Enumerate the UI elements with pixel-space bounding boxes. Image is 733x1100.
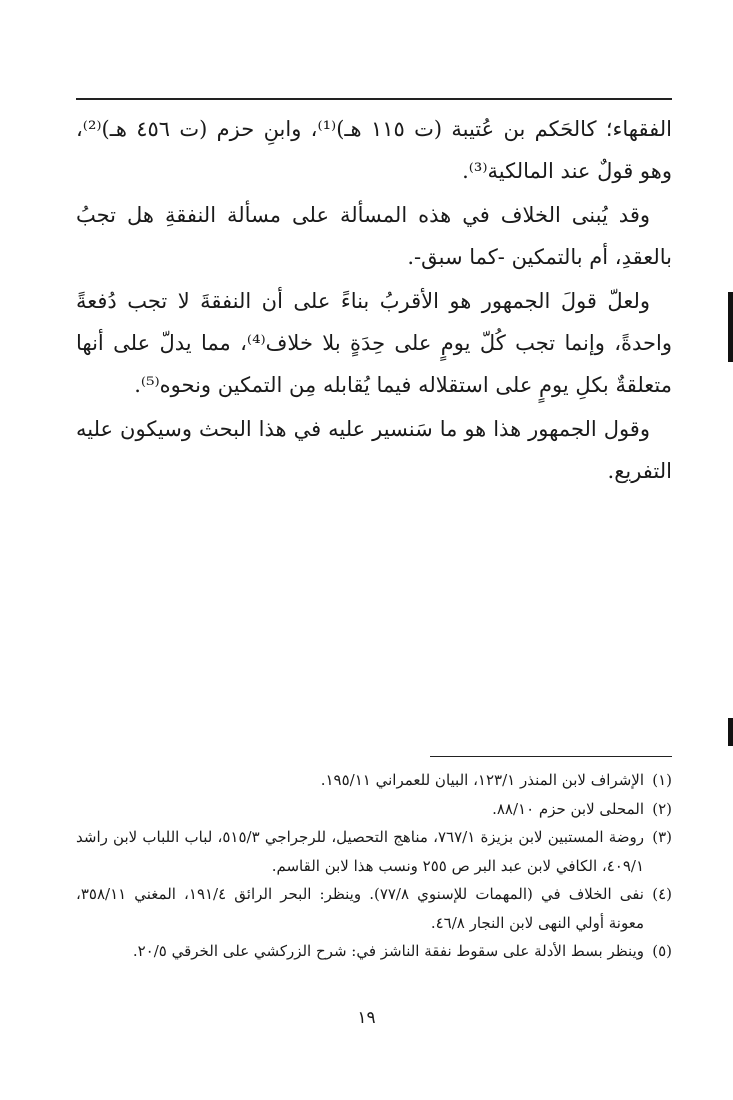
footnote-separator <box>430 756 672 757</box>
footnote-number: (٤) <box>652 885 672 903</box>
paragraph-2: وقد يُبنى الخلاف في هذه المسألة على مسألة النفقةِ هل تجبُ بالعقدِ، أم بالتمكين -كما سبق-. <box>76 203 672 269</box>
scan-edge-mark <box>728 718 733 746</box>
footnotes <box>76 766 672 966</box>
footnote-2 <box>76 795 672 824</box>
footnote-text: المحلى لابن حزم ٨٨/١٠. <box>492 799 644 818</box>
footnote-5 <box>76 937 672 966</box>
footnote-text: نفى الخلاف في (المهمات للإسنوي ٧٧/٨). وينظر: البحر الرائق ١٩١/٤، المغني ٣٥٨/١١، معونة أولي النهى لابن النجار ٤٦/٨. <box>76 885 644 932</box>
page-number: ١٩ <box>357 1008 376 1028</box>
footnote-number: (١) <box>652 771 672 789</box>
paragraph-1: الفقهاء؛ كالحَكم بن عُتيبة (ت ١١٥ هـ)⁽¹⁾، وابنِ حزم (ت ٤٥٦ هـ)⁽²⁾، وهو قولٌ عند المالكية⁽³⁾. <box>76 117 672 183</box>
footnote-number: (٢) <box>652 799 672 818</box>
footnote-text: وينظر بسط الأدلة على سقوط نفقة الناشز في: شرح الزركشي على الخرقي ٢٠/٥. <box>132 942 644 960</box>
footnote-number: (٣) <box>652 828 672 846</box>
footnote-4 <box>76 880 672 937</box>
footnote-1 <box>76 766 672 795</box>
scan-edge-mark <box>728 292 733 362</box>
footnote-text: روضة المستبين لابن بزيزة ٧٦٧/١، مناهج التحصيل، للرجراجي ٥١٥/٣، لباب اللباب لابن راشد ٤٠٩/١، الكافي لابن عبد البر ص ٢٥٥ ونسب هذا لابن القاسم. <box>76 828 644 875</box>
paragraph-3: ولعلّ قولَ الجمهور هو الأقربُ بناءً على أن النفقةَ لا تجب دُفعةً واحدةً، وإنما تجب كُلّ يومٍ على حِدَةٍ بلا خلاف⁽⁴⁾، مما يدلّ على أنها متعلقةٌ بكلِ يومٍ على استقلاله فيما يُقابله مِن التمكين ونحوه⁽⁵⁾. <box>76 289 672 397</box>
header-rule <box>76 98 672 100</box>
main-text <box>76 108 672 494</box>
footnote-text: الإشراف لابن المنذر ١٢٣/١، البيان للعمراني ١٩٥/١١. <box>320 771 644 789</box>
paragraph-4: وقول الجمهور هذا هو ما سَنسير عليه في هذا البحث وسيكون عليه التفريع. <box>76 417 672 483</box>
footnote-number: (٥) <box>652 942 672 960</box>
footnote-3 <box>76 823 672 880</box>
